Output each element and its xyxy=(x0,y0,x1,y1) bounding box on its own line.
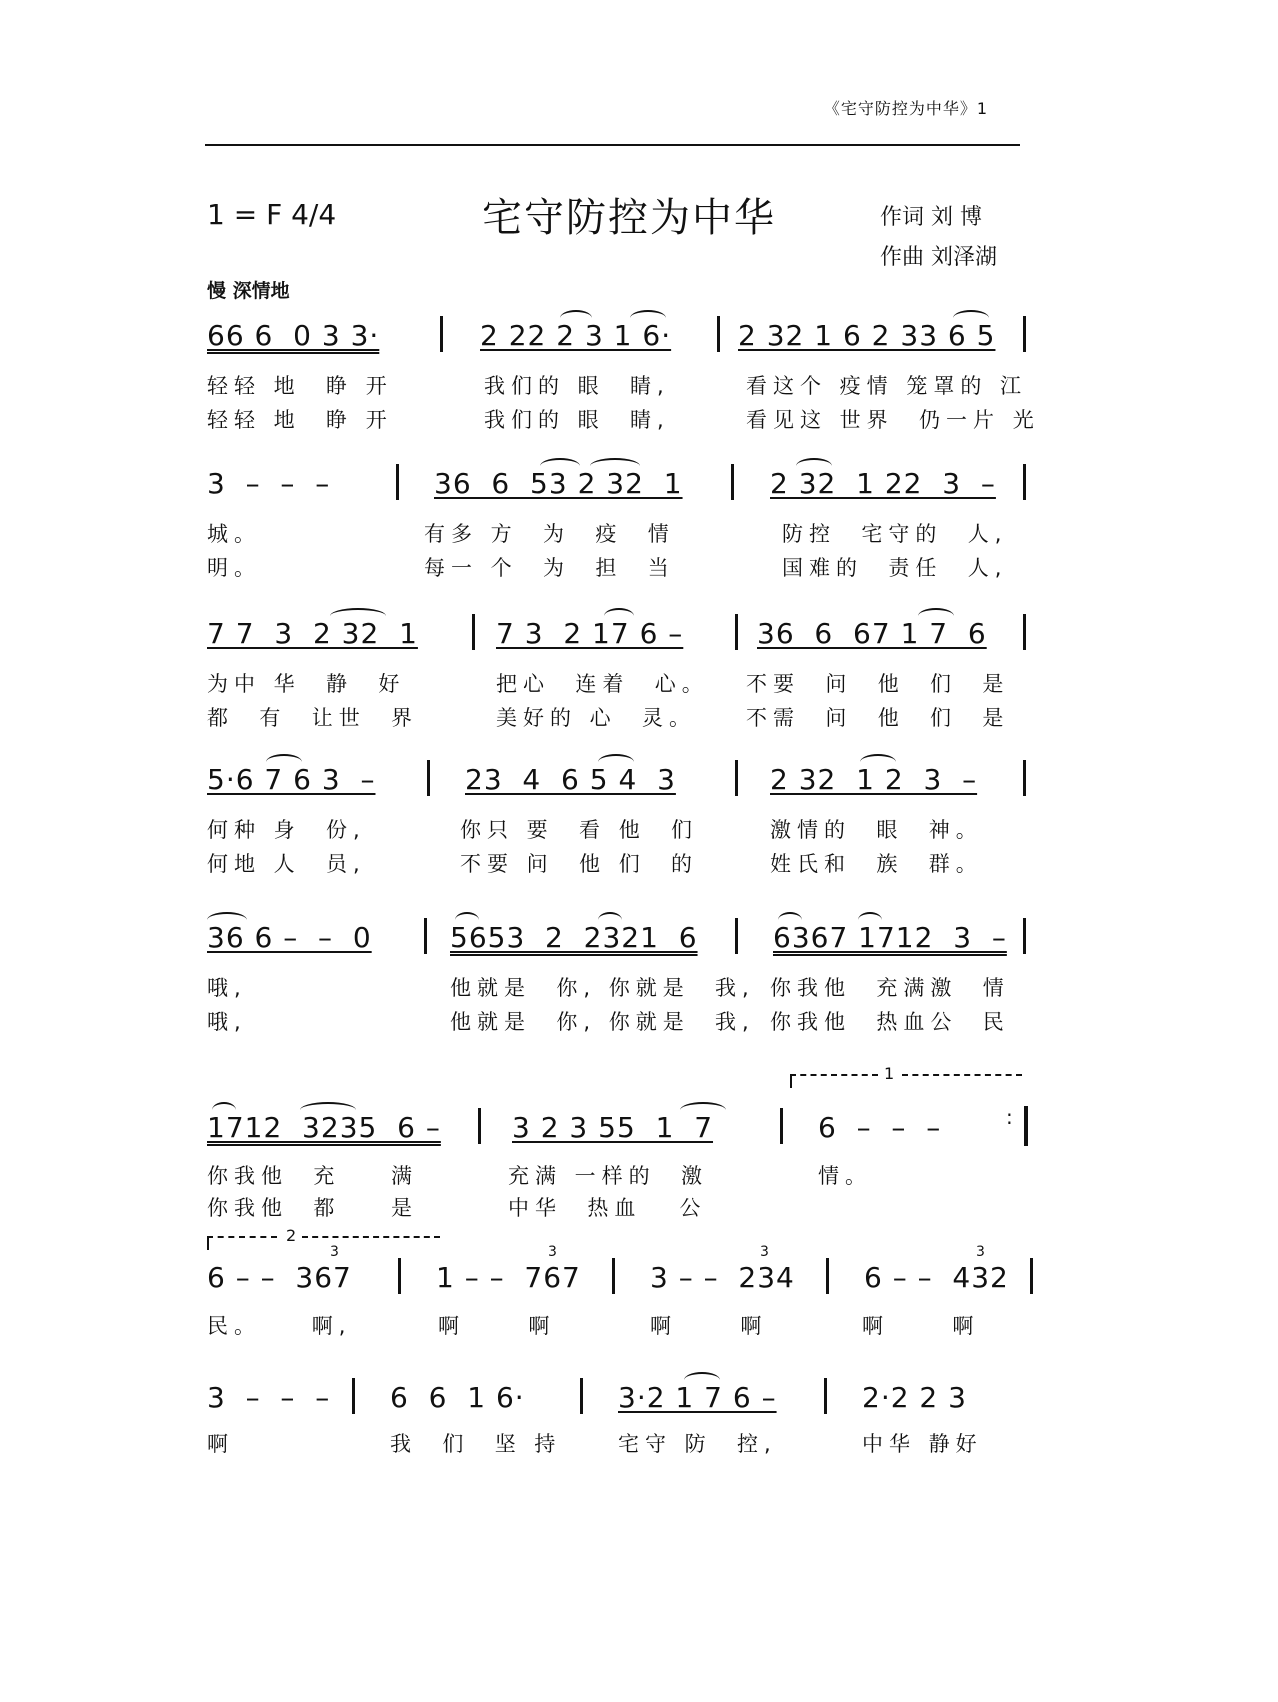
lyric-line-2: 你我他 都 是 xyxy=(207,1196,419,1220)
lyric-line-1: 啊 啊 xyxy=(862,1314,980,1338)
barline xyxy=(472,614,475,650)
lyric-line-1: 啊 啊 xyxy=(650,1314,768,1338)
barline xyxy=(398,1258,401,1294)
lyricist-credit: 作词 刘 博 xyxy=(880,205,982,230)
lyric-line-1: 把心 连着 心。 xyxy=(496,672,709,696)
lyric-line-1: 哦, xyxy=(207,976,247,1000)
measure-notes: 3·2 1 7 6 – xyxy=(618,1381,777,1414)
barline xyxy=(352,1378,355,1414)
running-title: 《宅守防控为中华》1 xyxy=(823,99,988,118)
slur xyxy=(598,912,622,928)
barline xyxy=(1023,760,1026,796)
slur xyxy=(266,754,302,770)
lyric-line-1: 他就是 你, 你就是 我, xyxy=(450,976,755,1000)
measure-notes: 3 2 3 55 1 7 xyxy=(512,1111,714,1144)
volta-number: 1 xyxy=(884,1064,895,1083)
lyric-line-2: 哦, xyxy=(207,1010,247,1034)
measure-notes: 1712 3235 6 – xyxy=(207,1111,441,1144)
song-title: 宅守防控为中华 xyxy=(482,195,776,241)
lyric-line-1: 民。 啊, xyxy=(207,1314,352,1338)
lyric-line-1: 啊 xyxy=(207,1432,234,1456)
slur xyxy=(860,754,896,770)
lyric-line-1: 你我他 充满激 情 xyxy=(770,976,1010,1000)
slur xyxy=(796,458,832,474)
lyric-line-2: 都 有 让世 界 xyxy=(207,706,419,730)
slur xyxy=(540,458,580,474)
measure-notes: 23 4 6 5 4 3 xyxy=(465,763,676,796)
lyric-line-1: 你只 要 看 他 们 xyxy=(460,818,699,842)
barline xyxy=(1023,918,1026,954)
measure-notes: 2 32 1 22 3 – xyxy=(770,467,996,500)
slur xyxy=(778,912,802,928)
lyric-line-1: 情。 xyxy=(818,1164,872,1188)
measure-notes: 2 32 1 2 3 – xyxy=(770,763,978,796)
slur xyxy=(330,608,386,624)
barline xyxy=(580,1378,583,1414)
barline xyxy=(735,614,738,650)
volta-bracket xyxy=(207,1236,277,1238)
barline xyxy=(717,316,720,352)
measure-notes: 6 – – 367 xyxy=(207,1261,352,1294)
lyric-line-1: 中华 静好 xyxy=(862,1432,983,1456)
staff-system xyxy=(0,1370,1278,1510)
repeat-end-barline xyxy=(1014,1106,1028,1146)
slur xyxy=(858,912,882,928)
staff-system xyxy=(0,606,1278,746)
lyric-line-1: 轻轻 地 睁 开 xyxy=(207,374,393,398)
barline xyxy=(826,1258,829,1294)
volta-bracket xyxy=(902,1074,1022,1076)
lyric-line-2: 轻轻 地 睁 开 xyxy=(207,408,393,432)
slur xyxy=(604,608,634,624)
measure-notes: 7 7 3 2 32 1 xyxy=(207,617,418,650)
measure-notes: 3 – – 234 xyxy=(650,1261,795,1294)
measure-notes: 6 – – – xyxy=(818,1111,942,1144)
measure-notes: 36 6 53 2 32 1 xyxy=(434,467,683,500)
measure-notes: 6 6 1 6· xyxy=(390,1381,525,1414)
lyric-line-1: 充满 一样的 激 xyxy=(508,1164,709,1188)
barline xyxy=(735,918,738,954)
lyric-line-2: 中华 热血 公 xyxy=(508,1196,707,1220)
lyric-line-2: 美好的 心 灵。 xyxy=(496,706,697,730)
lyric-line-2: 国难的 责任 人, xyxy=(782,556,1008,580)
lyric-line-2: 你我他 热血公 民 xyxy=(770,1010,1010,1034)
barline xyxy=(424,918,427,954)
staff-system xyxy=(0,1226,1278,1366)
lyric-line-1: 防控 宅守的 人, xyxy=(782,522,1008,546)
slur xyxy=(590,458,640,474)
slur xyxy=(455,912,479,928)
slur xyxy=(300,1102,356,1118)
lyric-line-1: 我们的 眼 睛, xyxy=(484,374,670,398)
lyric-line-2: 我们的 眼 睛, xyxy=(484,408,670,432)
lyric-line-1: 看这个 疫情 笼罩的 江 xyxy=(746,374,1028,398)
measure-notes: 3 – – – xyxy=(207,1381,331,1414)
volta-hook xyxy=(207,1236,209,1250)
triplet-mark: 3 xyxy=(760,1244,769,1260)
volta-number: 2 xyxy=(286,1226,297,1245)
lyric-line-1: 何种 身 份, xyxy=(207,818,366,842)
barline xyxy=(824,1378,827,1414)
staff-system xyxy=(0,308,1278,448)
lyric-line-2: 何地 人 员, xyxy=(207,852,366,876)
barline xyxy=(396,464,399,500)
barline xyxy=(1023,316,1026,352)
staff-system xyxy=(0,456,1278,596)
lyric-line-1: 我 们 坚 持 xyxy=(390,1432,562,1456)
measure-notes: 1 – – 767 xyxy=(436,1261,581,1294)
lyric-line-2: 不需 问 他 们 是 xyxy=(746,706,1010,730)
lyric-line-2: 不要 问 他 们 的 xyxy=(460,852,699,876)
slur xyxy=(598,754,634,770)
measure-notes: 6 – – 432 xyxy=(864,1261,1009,1294)
lyric-line-2: 明。 xyxy=(207,556,261,580)
tempo-marking: 慢 深情地 xyxy=(207,280,290,302)
staff-system xyxy=(0,910,1278,1050)
slur xyxy=(212,1102,236,1118)
lyric-line-1: 激情的 眼 神。 xyxy=(770,818,983,842)
lyric-line-1: 为中 华 静 好 xyxy=(207,672,406,696)
volta-bracket xyxy=(302,1236,440,1238)
lyric-line-2: 每一 个 为 担 当 xyxy=(424,556,675,580)
slur xyxy=(918,608,954,624)
volta-hook xyxy=(790,1074,792,1088)
triplet-mark: 3 xyxy=(548,1244,557,1260)
measure-notes: 7 3 2 17 6 – xyxy=(496,617,684,650)
barline xyxy=(735,760,738,796)
measure-notes: 66 6 0 3 3· xyxy=(207,319,380,352)
measure-notes: 5·6 7 6 3 – xyxy=(207,763,376,796)
staff-system xyxy=(0,1064,1278,1220)
measure-notes: 6367 1712 3 – xyxy=(773,921,1007,954)
barline xyxy=(478,1108,481,1144)
lyric-line-1: 宅守 防 控, xyxy=(618,1432,777,1456)
lyric-line-1: 不要 问 他 们 是 xyxy=(746,672,1010,696)
composer-credit: 作曲 刘泽湖 xyxy=(880,245,997,270)
barline xyxy=(612,1258,615,1294)
barline xyxy=(440,316,443,352)
measure-notes: 36 6 67 1 7 6 xyxy=(757,617,987,650)
lyric-line-1: 有多 方 为 疫 情 xyxy=(424,522,675,546)
barline xyxy=(731,464,734,500)
slur xyxy=(680,1102,726,1118)
slur xyxy=(630,310,666,326)
lyric-line-2: 姓氏和 族 群。 xyxy=(770,852,983,876)
lyric-line-2: 看见这 世界 仍一片 光 xyxy=(746,408,1040,432)
measure-notes: 5653 2 2321 6 xyxy=(450,921,698,954)
measure-notes: 3 – – – xyxy=(207,467,331,500)
barline xyxy=(1023,464,1026,500)
measure-notes: 2 32 1 6 2 33 6 5 xyxy=(738,319,996,352)
barline xyxy=(1023,614,1026,650)
slur xyxy=(684,1372,720,1388)
barline xyxy=(427,760,430,796)
lyric-line-1: 啊 啊 xyxy=(438,1314,556,1338)
staff-system xyxy=(0,752,1278,892)
measure-notes: 36 6 – – 0 xyxy=(207,921,372,954)
key-signature: 1 = F 4/4 xyxy=(207,198,337,231)
measure-notes: 2 22 2 3 1 6· xyxy=(480,319,672,352)
triplet-mark: 3 xyxy=(976,1244,985,1260)
slur xyxy=(560,310,592,326)
lyric-line-2: 他就是 你, 你就是 我, xyxy=(450,1010,755,1034)
slur xyxy=(953,310,989,326)
triplet-mark: 3 xyxy=(330,1244,339,1260)
lyric-line-1: 城。 xyxy=(207,522,261,546)
header-rule xyxy=(205,144,1020,146)
barline xyxy=(1030,1258,1033,1294)
measure-notes: 2·2 2 3 xyxy=(862,1381,967,1414)
slur xyxy=(207,912,247,928)
repeat-dots: : xyxy=(1006,1105,1013,1129)
lyric-line-1: 你我他 充 满 xyxy=(207,1164,419,1188)
volta-bracket xyxy=(790,1074,878,1076)
barline xyxy=(780,1108,783,1144)
